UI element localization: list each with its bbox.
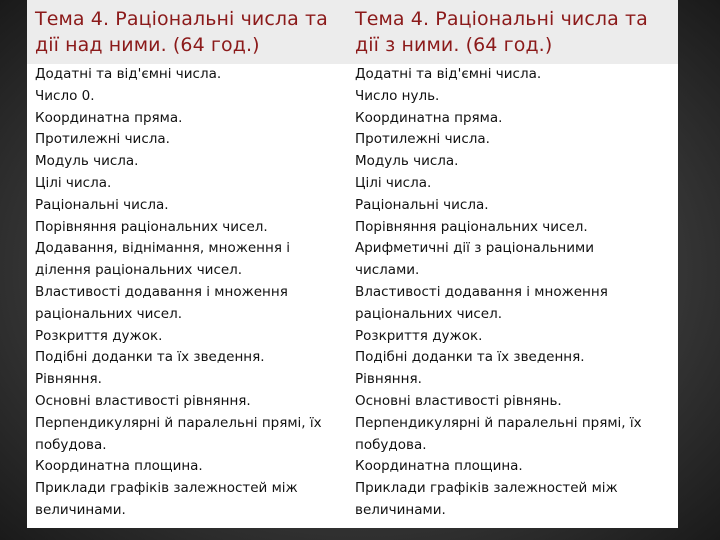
left-list-item: Приклади графіків залежностей між [35,480,298,497]
left-list-item: Число 0. [35,87,95,104]
left-list-item: побудова. [35,436,107,453]
right-list-item: Координатна площина. [355,458,523,475]
left-list-item: Рівняння. [35,371,102,388]
right-list-item: Перпендикулярні й паралельні прямі, їх [355,414,642,431]
left-list-item: Модуль числа. [35,153,139,170]
left-title-line1: Тема 4. Раціональні числа та [35,8,328,30]
right-list-item: Модуль числа. [355,153,459,170]
left-list-item: Розкриття дужок. [35,327,163,344]
slide [27,0,678,528]
left-list-item: Основні властивості рівняння. [35,392,251,409]
right-list-item: Властивості додавання і множення [355,283,608,300]
left-list-item: Перпендикулярні й паралельні прямі, їх [35,414,322,431]
left-title-line2: дії над ними. (64 год.) [35,34,260,56]
right-list-item: Арифметичні дії з раціональними [355,240,594,257]
left-column [35,0,353,522]
right-list-item: Подібні доданки та їх зведення. [355,349,585,366]
right-title-line2: дії з ними. (64 год.) [355,34,553,56]
right-title-line1: Тема 4. Раціональні числа та [355,8,648,30]
right-topic-list [355,64,673,522]
right-list-item: Розкриття дужок. [355,327,483,344]
left-topic-list [35,64,353,522]
left-list-item: Координатна площина. [35,458,203,475]
left-list-item: Координатна пряма. [35,109,183,126]
right-list-item: Координатна пряма. [355,109,503,126]
right-list-item: величинами. [355,501,446,518]
right-list-item: Протилежні числа. [355,131,490,148]
left-list-item: Додавання, віднімання, множення і [35,240,290,257]
right-column [355,0,673,522]
left-column-title [35,0,353,64]
right-list-item: числами. [355,262,420,279]
right-list-item: Рівняння. [355,371,422,388]
right-list-item: Приклади графіків залежностей між [355,480,618,497]
right-list-item: Порівняння раціональних чисел. [355,218,588,235]
left-list-item: ділення раціональних чисел. [35,262,243,279]
left-list-item: Протилежні числа. [35,131,170,148]
right-list-item: Число нуль. [355,87,440,104]
right-list-item: побудова. [355,436,427,453]
left-list-item: Порівняння раціональних чисел. [35,218,268,235]
right-column-title [355,0,673,64]
left-list-item: раціональних чисел. [35,305,183,322]
right-list-item: Основні властивості рівнянь. [355,392,562,409]
right-list-item: Раціональні числа. [355,196,489,213]
left-list-item: Властивості додавання і множення [35,283,288,300]
left-list-item: Додатні та від'ємні числа. [35,66,222,82]
right-list-item: раціональних чисел. [355,305,503,322]
left-list-item: Раціональні числа. [35,196,169,213]
right-list-item: Цілі числа. [355,174,432,191]
left-list-item: Цілі числа. [35,174,112,191]
left-list-item: величинами. [35,501,126,518]
right-list-item: Додатні та від'ємні числа. [355,66,542,82]
left-list-item: Подібні доданки та їх зведення. [35,349,265,366]
